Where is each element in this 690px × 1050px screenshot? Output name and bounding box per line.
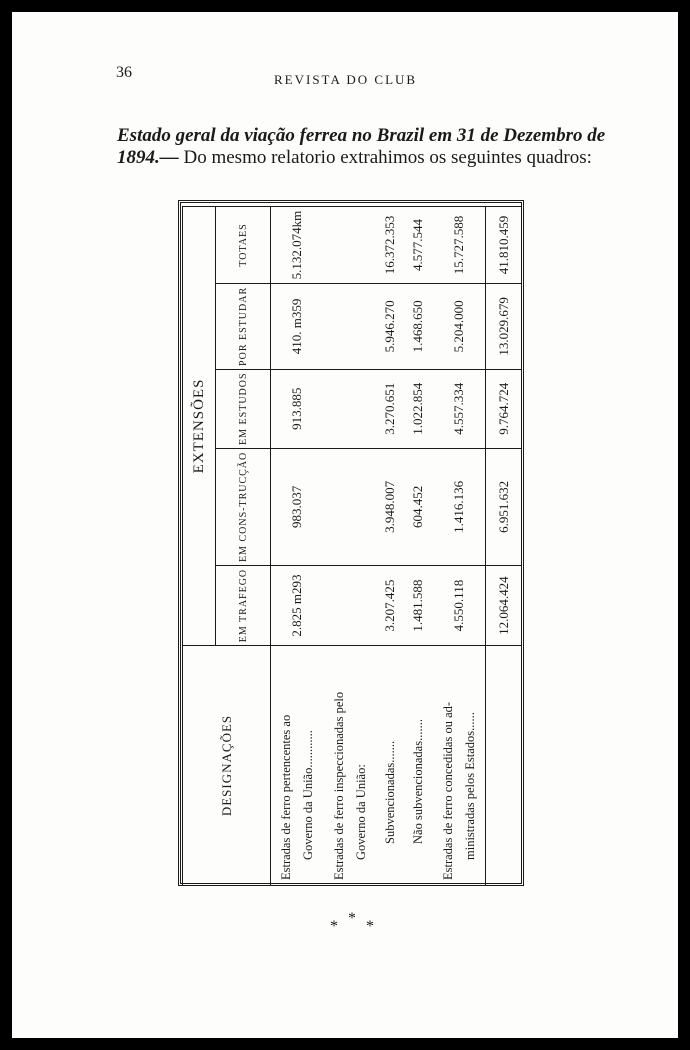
row-label: Estradas de ferro pertencentes ao Governo da União............ — [271, 646, 324, 886]
table-cell: 410. m359 — [271, 284, 324, 370]
table-cell: 4.550.118 — [433, 566, 486, 646]
railway-table — [182, 206, 522, 886]
table-cell: 5.946.270 — [376, 284, 404, 370]
col-header: TOTAES — [216, 207, 271, 284]
total-cell: 6.951.632 — [486, 448, 523, 565]
table-row — [376, 207, 404, 886]
asterism — [330, 910, 380, 940]
table-cell: 15.727.588 — [433, 207, 486, 284]
table-frame — [178, 200, 524, 886]
rotated-table — [182, 206, 522, 886]
table-row — [404, 207, 432, 886]
table-cell: 1.468.650 — [404, 284, 432, 370]
table-cell — [323, 566, 375, 646]
row-label: Estradas de ferro inspeccionadas pelo Governo da União: — [323, 646, 375, 886]
table-cell — [323, 284, 375, 370]
table-cell: 1.416.136 — [433, 448, 486, 565]
table-cell: 604.452 — [404, 448, 432, 565]
col-header: EM TRAFEGO — [216, 566, 271, 646]
row-label: Estradas de ferro concedidas ou ad- ministradas pelos Estados...... — [433, 646, 486, 886]
total-cell: 13.029.679 — [486, 284, 523, 370]
totals-label-cell — [486, 646, 523, 886]
asterisk: * — [330, 918, 338, 935]
table-cell: 4.557.334 — [433, 369, 486, 448]
row-label: Subvencionadas....... — [376, 646, 404, 886]
total-cell: 12.064.424 — [486, 566, 523, 646]
table-cell: 4.577.544 — [404, 207, 432, 284]
section-title: Estado geral da viação ferrea no Brazil em 31 de Dezembro de 1894.— — [117, 125, 606, 168]
table-cell: 2.825 m293 — [271, 566, 324, 646]
table-cell: 3.948.007 — [376, 448, 404, 565]
page — [12, 12, 678, 1038]
col-header: EM CONS-TRUCÇÃO — [216, 448, 271, 565]
totals-row — [486, 207, 523, 886]
col-header: EM ESTUDOS — [216, 369, 271, 448]
table-cell: 3.207.425 — [376, 566, 404, 646]
table-cell: 3.270.651 — [376, 369, 404, 448]
intro-text: Do mesmo relatorio extrahimos os seguintes quadros: — [178, 147, 592, 168]
table-cell — [323, 207, 375, 284]
table-cell: 913.885 — [271, 369, 324, 448]
table-cell: 5.132.074km — [271, 207, 324, 284]
asterisk: * — [366, 918, 374, 935]
table-cell: 5.204.000 — [433, 284, 486, 370]
table-row — [323, 207, 375, 886]
table-cell: 983.037 — [271, 448, 324, 565]
col-group-extensoes: EXTENSÕES — [183, 207, 216, 646]
intro-paragraph — [117, 125, 607, 169]
table-row — [433, 207, 486, 886]
table-cell: 1.481.588 — [404, 566, 432, 646]
col-designacoes: DESIGNAÇÕES — [183, 646, 271, 886]
table-cell: 1.022.854 — [404, 369, 432, 448]
table-cell: 16.372.353 — [376, 207, 404, 284]
table-cell — [323, 448, 375, 565]
table-row — [271, 207, 324, 886]
page-number: 36 — [116, 64, 132, 81]
total-cell: 41.810.459 — [486, 207, 523, 284]
total-cell: 9.764.724 — [486, 369, 523, 448]
running-head: REVISTA DO CLUB — [274, 72, 418, 87]
table-cell — [323, 369, 375, 448]
row-label: Não subvencionadas....... — [404, 646, 432, 886]
col-header: POR ESTUDAR — [216, 284, 271, 370]
asterisk: * — [348, 910, 356, 927]
